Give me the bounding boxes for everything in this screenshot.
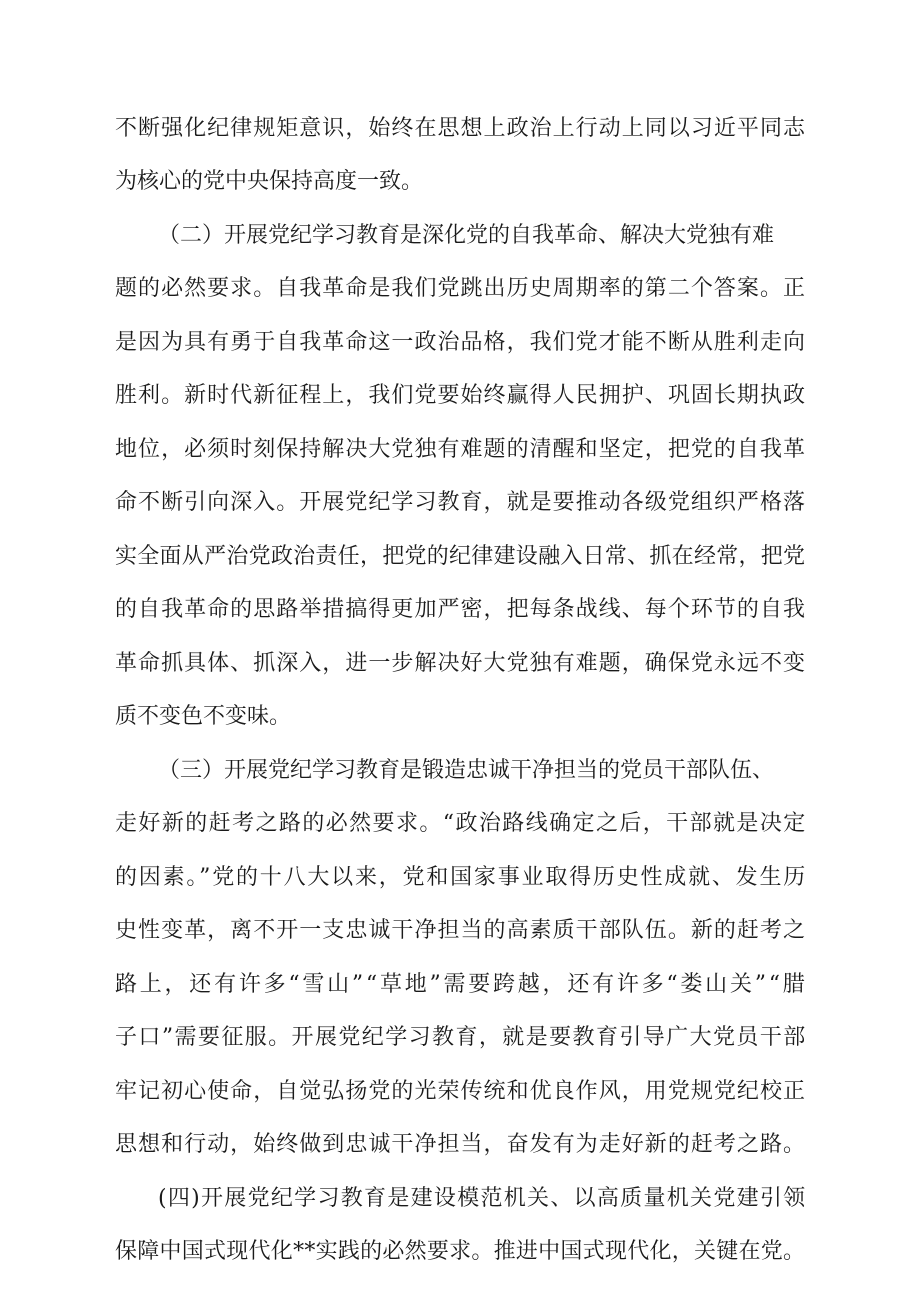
- text-line: 思想和行动，始终做到忠诚干净担当，奋发有为走好新的赶考之路。: [115, 1132, 807, 1157]
- text-line: 题的必然要求。自我革命是我们党跳出历史周期率的第二个答案。正: [115, 276, 807, 301]
- text-line: 质不变色不变味。: [115, 704, 292, 729]
- paragraph-2-heading-line: （二）开展党纪学习教育是深化党的自我革命、解决大党独有难: [158, 223, 775, 248]
- text-line: 牢记初心使命，自觉弘扬党的光荣传统和优良作风，用党规党纪校正: [115, 1079, 807, 1104]
- text-line: 不断强化纪律规矩意识，始终在思想上政治上行动上同以习近平同志: [115, 116, 807, 141]
- text-line: 革命抓具体、抓深入，进一步解决好大党独有难题，确保党永远不变: [115, 651, 807, 676]
- text-line: 史性变革，离不开一支忠诚干净担当的高素质干部队伍。新的赶考之: [115, 918, 807, 943]
- text-line: 地位，必须时刻保持解决大党独有难题的清醒和坚定，把党的自我革: [115, 437, 807, 462]
- text-line: 的自我革命的思路举措搞得更加严密，把每条战线、每个环节的自我: [115, 597, 807, 622]
- text-line: 路上，还有许多“雪山”“草地”需要跨越，还有许多“娄山关”“腊: [115, 972, 808, 997]
- text-line: 走好新的赶考之路的必然要求。“政治路线确定之后，干部就是决定: [115, 811, 807, 836]
- text-line: 子口”需要征服。开展党纪学习教育，就是要教育引导广大党员干部: [115, 1025, 807, 1050]
- text-line: 保障中国式现代化**实践的必然要求。推进中国式现代化，关键在党。: [115, 1239, 806, 1264]
- paragraph-4-heading-line: (四)开展党纪学习教育是建设模范机关、以高质量机关党建引领: [158, 1186, 807, 1211]
- text-line: 是因为具有勇于自我革命这一政治品格，我们党才能不断从胜利走向: [115, 330, 807, 355]
- text-line: 实全面从严治党政治责任，把党的纪律建设融入日常、抓在经常，把党: [115, 544, 806, 569]
- text-line: 为核心的党中央保持高度一致。: [115, 169, 424, 194]
- text-line: 的因素。”党的十八大以来，党和国家事业取得历史性成就、发生历: [115, 865, 808, 890]
- text-line: 命不断引向深入。开展党纪学习教育，就是要推动各级党组织严格落: [115, 490, 807, 515]
- text-line: 胜利。新时代新征程上，我们党要始终赢得人民拥护、巩固长期执政: [115, 383, 807, 408]
- paragraph-3-heading-line: （三）开展党纪学习教育是锻造忠诚干净担当的党员干部队伍、: [158, 758, 775, 783]
